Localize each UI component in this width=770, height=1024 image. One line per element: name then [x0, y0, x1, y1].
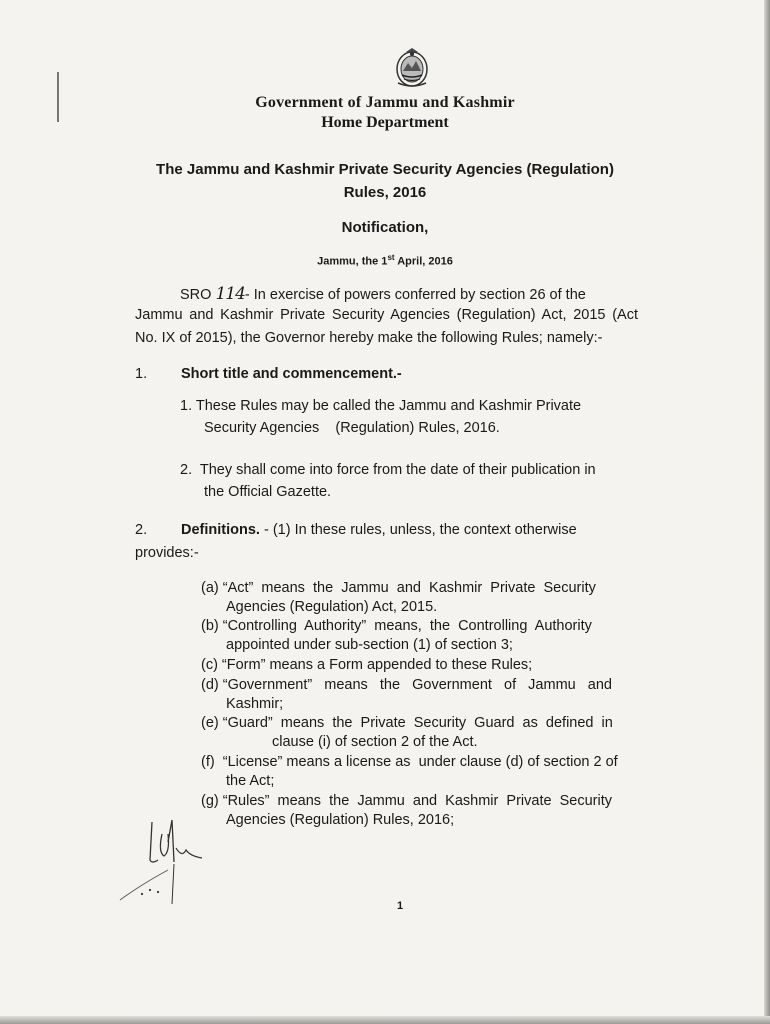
section1-number: 1. — [135, 366, 148, 382]
scan-edge-bottom — [0, 1016, 770, 1024]
state-emblem-icon — [390, 45, 434, 89]
definition-e-line1: (e) “Guard” means the Private Security Guard as defined in — [201, 715, 613, 731]
definition-c-line1: (c) “Form” means a Form appended to these Rules; — [201, 657, 533, 673]
date-prefix: Jammu, the 1 — [317, 255, 388, 268]
date-suffix: April, 2016 — [394, 255, 453, 268]
rules-title-line1: The Jammu and Kashmir Private Security Agencies (Regulation) — [156, 161, 614, 178]
section2-intro-line2: provides:- — [135, 545, 199, 561]
government-name: Government of Jammu and Kashmir — [255, 94, 515, 111]
department-name: Home Department — [321, 114, 449, 131]
definition-g-line2: Agencies (Regulation) Rules, 2016; — [226, 812, 455, 828]
page-number: 1 — [396, 900, 404, 912]
section2-intro-text: - (1) In these rules, unless, the context otherwise — [263, 522, 577, 538]
section2-intro-line1 — [181, 522, 577, 538]
section1-item2-line2: the Official Gazette. — [204, 484, 332, 500]
preamble-line2: Jammu and Kashmir Private Security Agencies (Regulation) Act, 2015 (Act — [135, 307, 638, 323]
definition-d-line1: (d) “Government” means the Government of Jammu and — [201, 677, 612, 693]
rules-title-line2: Rules, 2016 — [343, 184, 427, 201]
definition-d-line2: Kashmir; — [226, 696, 284, 712]
sro-label: SRO — [180, 287, 212, 303]
definition-e-line2: clause (i) of section 2 of the Act. — [272, 734, 478, 750]
definition-b-line1: (b) “Controlling Authority” means, the Controlling Authority — [201, 618, 592, 634]
handwritten-signature — [112, 812, 222, 912]
sro-number-handwritten: 114 — [215, 284, 245, 304]
notification-heading: Notification, — [341, 219, 429, 236]
section1-item1-line1: 1. These Rules may be called the Jammu and Kashmir Private — [180, 398, 582, 414]
date-superscript: st — [387, 253, 395, 262]
preamble-line1-text: - In exercise of powers conferred by section 26 of the — [244, 287, 586, 303]
section1-heading: Short title and commencement.- — [181, 366, 402, 382]
definition-a-line2: Agencies (Regulation) Act, 2015. — [226, 599, 438, 615]
section2-heading: Definitions. — [181, 522, 260, 538]
section1-item2-line1: 2. They shall come into force from the date of their publication in — [180, 462, 596, 478]
definition-g-line1: (g) “Rules” means the Jammu and Kashmir Private Security — [201, 793, 612, 809]
preamble-line1 — [180, 284, 586, 304]
definition-f-line2: the Act; — [226, 773, 275, 789]
definition-b-line2: appointed under sub-section (1) of section 3; — [226, 637, 513, 653]
notification-date — [0, 253, 770, 268]
section2-number: 2. — [135, 522, 148, 538]
section1-item1-line2: Security Agencies (Regulation) Rules, 2016. — [204, 420, 500, 436]
preamble-line3: No. IX of 2015), the Governor hereby make the following Rules; namely:- — [135, 330, 603, 346]
definition-f-line1: (f) “License” means a license as under clause (d) of section 2 of — [201, 754, 618, 770]
definition-a-line1: (a) “Act” means the Jammu and Kashmir Private Security — [201, 580, 596, 596]
scan-edge-right — [764, 0, 770, 1024]
